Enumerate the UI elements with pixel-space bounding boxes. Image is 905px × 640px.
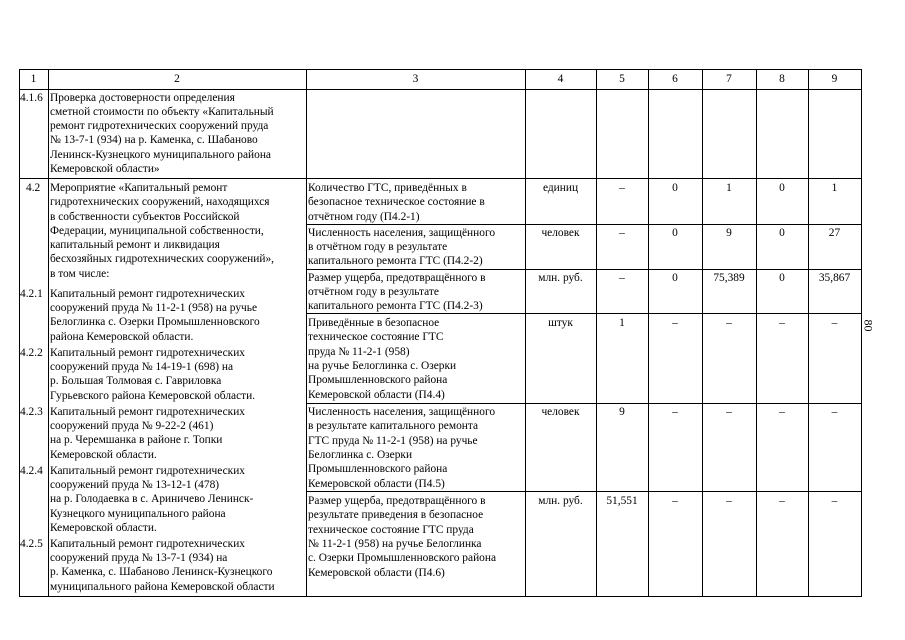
indicator-unit: единиц	[542, 182, 579, 194]
indicator-text: Размер ущерба, предотвращённого в	[308, 495, 486, 507]
text-line: Кемеровской области»	[50, 163, 160, 175]
text-line: в том числе:	[50, 268, 110, 280]
text-line: на р. Голодаевка в с. Ариничево Ленинск-	[50, 493, 254, 505]
indicator-value: 1	[619, 317, 625, 329]
indicator-text: на ручье Белоглинка с. Озерки	[308, 360, 457, 372]
indicator-value: 0	[672, 227, 678, 239]
text-line: Белоглинка с. Озерки Промышленновского	[50, 316, 260, 328]
indicator-text: с. Озерки Промышленновского района	[308, 552, 497, 564]
indicator-text: Количество ГТС, приведённых в	[308, 182, 467, 194]
text-line: в собственности субъектов Российской	[50, 211, 240, 223]
row-number: 4.2.1	[20, 288, 43, 300]
text-line: бесхозяйных гидротехнических сооружений»,	[50, 253, 274, 265]
header-col-2: 2	[174, 73, 180, 85]
indicator-text: техническое состояние ГТС	[308, 331, 444, 343]
indicator-unit: штук	[548, 317, 573, 329]
indicator-text: Промышленновского района	[308, 374, 448, 386]
indicator-text: отчётном году в результате	[308, 286, 439, 298]
indicator-value: –	[831, 406, 838, 418]
indicator-text: Белоглинка с. Озерки	[308, 449, 413, 461]
text-line: Ленинск-Кузнецкого муниципального района	[50, 149, 271, 161]
indicator-value: 0	[672, 182, 678, 194]
indicator-text: Численность населения, защищённого	[308, 227, 496, 239]
text-line: гидротехнических сооружений, находящихся	[50, 196, 270, 208]
row-number: 4.2.2	[20, 347, 43, 359]
indicator-text: техническое состояние ГТС пруда	[308, 524, 474, 536]
text-line: № 13-7-1 (934) на р. Каменка, с. Шабаново	[50, 134, 258, 146]
indicator-value: –	[672, 406, 678, 418]
text-line: Кузнецкого муниципального района	[50, 508, 226, 520]
indicator-value: –	[726, 495, 732, 507]
text-line: Капитальный ремонт гидротехнических	[50, 288, 245, 300]
indicator-value: 51,551	[606, 495, 638, 507]
text-line: р. Каменка, с. Шабаново Ленинск-Кузнецкого	[50, 566, 273, 578]
header-col-3: 3	[412, 73, 419, 85]
text-line: Проверка достоверности определения	[50, 92, 235, 104]
text-line: Капитальный ремонт гидротехнических	[50, 465, 245, 477]
text-line: сооружений пруда № 14-19-1 (698) на	[50, 361, 234, 373]
text-line: ремонт гидротехнических сооружений пруда	[50, 120, 269, 132]
text-line: сметной стоимости по объекту «Капитальный	[50, 106, 274, 118]
indicator-value: –	[619, 272, 625, 284]
indicator-value: –	[619, 227, 625, 239]
indicator-text: Кемеровской области (П4.5)	[308, 478, 445, 490]
text-line: р. Большая Толмовая с. Гавриловка	[50, 375, 222, 387]
text-line: сооружений пруда № 11-2-1 (958) на ручье	[50, 302, 258, 314]
indicator-value: 0	[779, 227, 785, 239]
text-line: Кемеровской области.	[50, 522, 157, 534]
text-line: Капитальный ремонт гидротехнических	[50, 538, 245, 550]
indicator-text: пруда № 11-2-1 (958)	[308, 346, 410, 358]
indicator-text: безопасное техническое состояние в	[308, 196, 485, 208]
text-line: сооружений пруда № 13-12-1 (478)	[50, 479, 220, 491]
row-number: 4.1.6	[20, 92, 43, 104]
indicator-value: –	[779, 317, 785, 329]
indicator-value: 9	[726, 227, 732, 239]
indicator-text: в результате капитального ремонта	[308, 420, 479, 432]
indicator-text: Приведённые в безопасное	[308, 317, 440, 329]
header-col-4: 4	[557, 73, 564, 85]
indicator-text: Промышленновского района	[308, 463, 448, 475]
indicator-value: 0	[779, 182, 785, 194]
indicator-value: –	[831, 317, 838, 329]
indicator-value: –	[619, 182, 625, 194]
text-line: Федерации, муниципальной собственности,	[50, 225, 264, 237]
indicator-text: в отчётном году в результате	[308, 241, 448, 253]
indicator-text: капитального ремонта ГТС (П4.2-2)	[308, 255, 483, 267]
header-col-9: 9	[831, 73, 838, 85]
indicator-text: Кемеровской области (П4.6)	[308, 567, 445, 579]
indicator-text: Кемеровской области (П4.4)	[308, 389, 445, 401]
header-col-5: 5	[619, 73, 625, 85]
text-line: Капитальный ремонт гидротехнических	[50, 347, 245, 359]
indicator-value: 0	[779, 272, 785, 284]
indicator-value: –	[672, 495, 678, 507]
header-col-7: 7	[726, 73, 732, 85]
indicator-text: Численность населения, защищённого	[308, 406, 496, 418]
header-col-6: 6	[672, 73, 678, 85]
header-col-8: 8	[779, 73, 785, 85]
row-number: 4.2.3	[20, 406, 43, 418]
indicator-value: –	[726, 406, 732, 418]
indicator-text: № 11-2-1 (958) на ручье Белоглинка	[308, 538, 482, 550]
text-line: Капитальный ремонт гидротехнических	[50, 406, 245, 418]
indicator-value: –	[726, 317, 732, 329]
text-line: Мероприятие «Капитальный ремонт	[50, 182, 228, 194]
indicator-value: 9	[619, 406, 625, 418]
indicator-text: капитального ремонта ГТС (П4.2-3)	[308, 300, 483, 312]
indicator-value: 35,867	[818, 272, 851, 284]
header-col-1: 1	[30, 73, 37, 85]
indicator-text: ГТС пруда № 11-2-1 (958) на ручье	[308, 435, 478, 447]
text-line: сооружений пруда № 13-7-1 (934) на	[50, 552, 228, 564]
indicator-text: отчётном году (П4.2-1)	[308, 211, 420, 223]
indicator-value: 1	[726, 182, 732, 194]
indicator-value: –	[672, 317, 678, 329]
indicator-value: –	[831, 495, 838, 507]
indicator-unit: человек	[541, 406, 580, 418]
text-line: Кемеровской области.	[50, 449, 157, 461]
text-line: Гурьевского района Кемеровской области.	[50, 390, 256, 402]
text-line: муниципального района Кемеровской области	[50, 581, 275, 593]
text-line: района Кемеровской области.	[50, 331, 194, 343]
text-line: на р. Черемшанка в районе г. Топки	[50, 434, 223, 446]
page-number: 80	[861, 319, 876, 332]
row-number: 4.2	[26, 182, 41, 194]
indicator-text: результате приведения в безопасное	[308, 509, 484, 521]
indicator-text: Размер ущерба, предотвращённого в	[308, 272, 486, 284]
indicator-unit: млн. руб.	[538, 495, 583, 507]
indicator-value: –	[779, 406, 785, 418]
indicator-value: 75,389	[713, 272, 745, 284]
row-number: 4.2.4	[20, 465, 43, 477]
text-line: сооружений пруда № 9-22-2 (461)	[50, 420, 214, 432]
row-number: 4.2.5	[20, 538, 43, 550]
indicator-value: –	[779, 495, 785, 507]
indicator-value: 27	[828, 227, 841, 239]
indicator-value: 1	[831, 182, 838, 194]
text-line: капитальный ремонт и ликвидация	[50, 239, 220, 251]
indicator-value: 0	[672, 272, 678, 284]
indicator-unit: человек	[541, 227, 580, 239]
indicator-unit: млн. руб.	[538, 272, 583, 284]
